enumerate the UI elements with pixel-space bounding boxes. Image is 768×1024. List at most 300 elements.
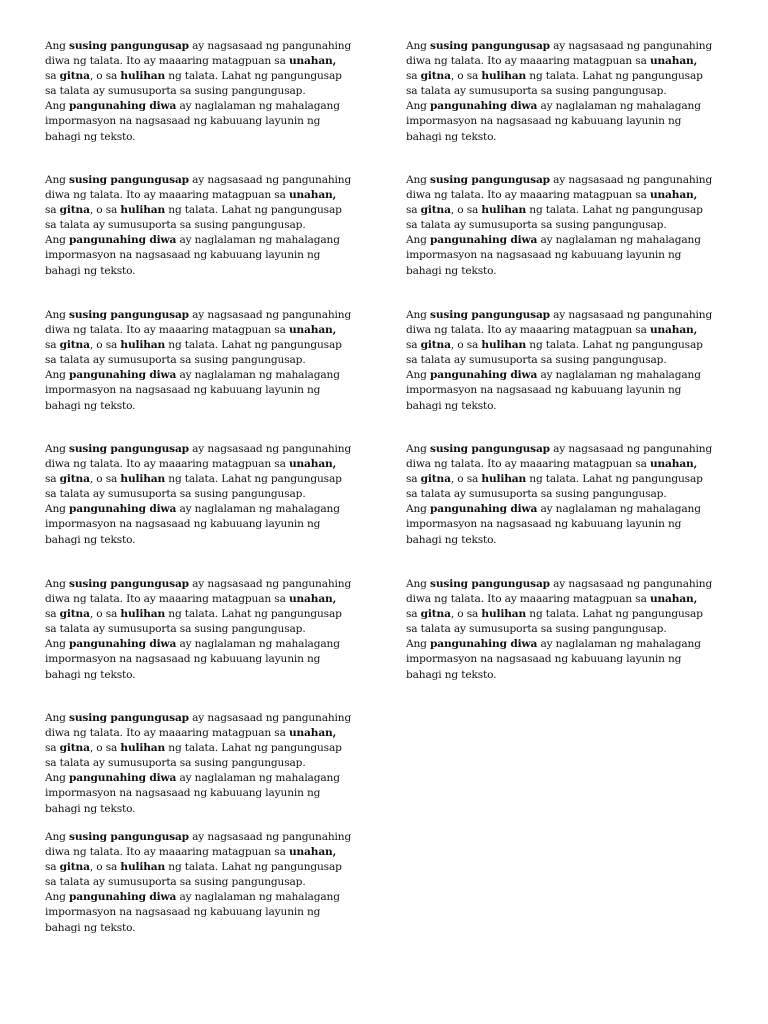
- text-run: , o sa: [89, 339, 118, 352]
- bold-term: unahan: [649, 55, 694, 68]
- paragraph-block: [406, 173, 741, 279]
- text-run: sa talata ay sumusuporta sa susing pangungusap.: [406, 219, 667, 232]
- paragraph-line: [406, 487, 741, 502]
- text-run: ay nagsasaad ng pangunahing: [192, 831, 352, 843]
- paragraph-line: [45, 323, 380, 338]
- paragraph-line: [45, 338, 380, 353]
- text-run: ay nagsasaad ng pangunahing: [192, 712, 352, 724]
- bold-term: ,: [332, 846, 337, 859]
- text-run: sa: [406, 339, 418, 352]
- paragraph-line: [45, 711, 380, 726]
- text-run: Ang: [45, 40, 66, 52]
- paragraph-line: [45, 890, 380, 905]
- paragraph-line: [406, 637, 741, 652]
- paragraph-line: [45, 114, 380, 129]
- bold-term: susing pangungusap: [69, 578, 189, 590]
- paragraph-line: [45, 99, 380, 114]
- paragraph-line: [45, 487, 380, 502]
- text-run: sa talata ay sumusuporta sa susing pangungusap.: [45, 757, 306, 770]
- paragraph-line: [406, 130, 741, 145]
- text-run: , o sa: [89, 608, 118, 621]
- text-run: impormasyon na nagsasaad ng kabuuang layunin ng: [45, 787, 321, 800]
- bold-term: gitna: [59, 70, 90, 83]
- paragraph-block: [406, 442, 741, 548]
- bold-term: gitna: [420, 204, 451, 217]
- text-run: ay nagsasaad ng pangunahing: [192, 174, 352, 186]
- paragraph-line: [406, 607, 741, 622]
- text-run: Ang: [45, 638, 66, 651]
- paragraph-line: [406, 39, 741, 54]
- bold-term: pangunahing diwa: [430, 234, 538, 247]
- text-run: , o sa: [450, 204, 479, 217]
- paragraph-line: [45, 668, 380, 683]
- paragraph-line: [45, 517, 380, 532]
- paragraph-line: [406, 233, 741, 248]
- text-run: Ang: [45, 309, 66, 321]
- bold-term: unahan: [649, 593, 694, 606]
- paragraph-line: [45, 383, 380, 398]
- text-run: bahagi ng teksto.: [406, 533, 497, 546]
- bold-term: ,: [693, 55, 698, 68]
- text-run: ng talata. Lahat ng pangungusap: [529, 70, 703, 83]
- text-run: Ang: [406, 309, 427, 321]
- paragraph-line: [406, 502, 741, 517]
- paragraph-line: [45, 756, 380, 771]
- paragraph-line: [45, 741, 380, 756]
- paragraph-line: [45, 368, 380, 383]
- text-run: impormasyon na nagsasaad ng kabuuang layunin ng: [406, 249, 682, 262]
- bold-term: susing pangungusap: [430, 309, 550, 321]
- text-run: bahagi ng teksto.: [45, 264, 136, 277]
- bold-term: pangunahing diwa: [430, 503, 538, 516]
- paragraph-line: [406, 668, 741, 683]
- paragraph-block: [45, 577, 380, 683]
- paragraph-line: [406, 54, 741, 69]
- bold-term: pangunahing diwa: [69, 891, 177, 904]
- text-run: , o sa: [450, 608, 479, 621]
- bold-term: unahan: [649, 458, 694, 471]
- bold-term: unahan: [288, 593, 333, 606]
- paragraph-block: [406, 577, 741, 683]
- text-run: impormasyon na nagsasaad ng kabuuang layunin ng: [406, 384, 682, 397]
- bold-term: susing pangungusap: [69, 40, 189, 52]
- bold-term: gitna: [59, 204, 90, 217]
- text-run: ay nagsasaad ng pangunahing: [553, 309, 713, 321]
- bold-term: ,: [332, 727, 337, 740]
- paragraph-line: [45, 69, 380, 84]
- paragraph-line: [406, 442, 741, 457]
- bold-term: pangunahing diwa: [430, 638, 538, 651]
- text-run: Ang: [406, 40, 427, 52]
- text-run: sa talata ay sumusuporta sa susing pangungusap.: [45, 488, 306, 501]
- paragraph-line: [45, 830, 380, 845]
- paragraph-line: [406, 69, 741, 84]
- bold-term: hulihan: [481, 204, 527, 217]
- bold-term: ,: [332, 55, 337, 68]
- text-run: Ang: [406, 100, 427, 113]
- text-run: ng talata. Lahat ng pangungusap: [529, 473, 703, 486]
- text-run: , o sa: [89, 861, 118, 874]
- text-run: sa: [406, 608, 418, 621]
- bold-term: hulihan: [120, 742, 166, 755]
- text-run: impormasyon na nagsasaad ng kabuuang layunin ng: [45, 906, 321, 919]
- bold-term: hulihan: [481, 608, 527, 621]
- text-run: sa: [45, 339, 57, 352]
- text-run: ay naglalaman ng mahalagang: [179, 638, 340, 651]
- bold-term: susing pangungusap: [430, 40, 550, 52]
- bold-term: pangunahing diwa: [69, 369, 177, 382]
- bold-term: unahan: [288, 55, 333, 68]
- bold-term: gitna: [59, 861, 90, 874]
- text-run: , o sa: [89, 742, 118, 755]
- text-run: , o sa: [450, 473, 479, 486]
- text-run: bahagi ng teksto.: [45, 802, 136, 815]
- paragraph-line: [45, 637, 380, 652]
- paragraph-line: [45, 54, 380, 69]
- bold-term: pangunahing diwa: [430, 369, 538, 382]
- paragraph-line: [45, 875, 380, 890]
- paragraph-line: [406, 592, 741, 607]
- text-run: bahagi ng teksto.: [406, 399, 497, 412]
- paragraph-block: [45, 442, 380, 548]
- paragraph-line: [406, 84, 741, 99]
- text-run: , o sa: [89, 204, 118, 217]
- paragraph-line: [45, 233, 380, 248]
- text-run: Ang: [45, 443, 66, 455]
- text-run: Ang: [45, 712, 66, 724]
- paragraph-line: [45, 502, 380, 517]
- bold-term: susing pangungusap: [430, 443, 550, 455]
- bold-term: pangunahing diwa: [69, 100, 177, 113]
- text-run: sa talata ay sumusuporta sa susing pangungusap.: [406, 354, 667, 367]
- paragraph-line: [45, 353, 380, 368]
- text-run: sa: [45, 608, 57, 621]
- paragraph-line: [45, 607, 380, 622]
- text-run: ay naglalaman ng mahalagang: [540, 503, 701, 516]
- paragraph-line: [45, 860, 380, 875]
- paragraph-block: [45, 308, 380, 414]
- paragraph-line: [45, 308, 380, 323]
- text-run: sa talata ay sumusuporta sa susing pangungusap.: [406, 488, 667, 501]
- paragraph-line: [45, 203, 380, 218]
- paragraph-block: [45, 830, 380, 936]
- text-run: diwa ng talata. Ito ay maaaring matagpuan sa: [406, 324, 647, 337]
- text-run: impormasyon na nagsasaad ng kabuuang layunin ng: [45, 518, 321, 531]
- text-run: Ang: [406, 369, 427, 382]
- text-run: diwa ng talata. Ito ay maaaring matagpuan sa: [406, 593, 647, 606]
- bold-term: hulihan: [481, 70, 527, 83]
- text-run: sa talata ay sumusuporta sa susing pangungusap.: [45, 876, 306, 889]
- text-run: impormasyon na nagsasaad ng kabuuang layunin ng: [406, 115, 682, 128]
- text-run: Ang: [45, 100, 66, 113]
- bold-term: unahan: [649, 189, 694, 202]
- paragraph-block: [406, 39, 741, 145]
- paragraph-line: [45, 726, 380, 741]
- text-run: Ang: [45, 503, 66, 516]
- bold-term: unahan: [649, 324, 694, 337]
- text-run: , o sa: [89, 473, 118, 486]
- text-run: , o sa: [450, 70, 479, 83]
- text-run: ay naglalaman ng mahalagang: [179, 234, 340, 247]
- bold-term: susing pangungusap: [69, 831, 189, 843]
- text-run: diwa ng talata. Ito ay maaaring matagpuan sa: [45, 458, 286, 471]
- text-run: ay naglalaman ng mahalagang: [540, 369, 701, 382]
- text-run: Ang: [45, 578, 66, 590]
- paragraph-block: [45, 39, 380, 145]
- paragraph-block: [406, 308, 741, 414]
- text-run: ay naglalaman ng mahalagang: [179, 100, 340, 113]
- bold-term: gitna: [420, 70, 451, 83]
- paragraph-line: [406, 114, 741, 129]
- bold-term: hulihan: [481, 473, 527, 486]
- text-run: sa: [45, 742, 57, 755]
- text-run: ay nagsasaad ng pangunahing: [553, 174, 713, 186]
- paragraph-line: [45, 921, 380, 936]
- bold-term: hulihan: [120, 473, 166, 486]
- paragraph-line: [406, 353, 741, 368]
- bold-term: hulihan: [120, 70, 166, 83]
- bold-term: gitna: [59, 339, 90, 352]
- text-run: ng talata. Lahat ng pangungusap: [529, 204, 703, 217]
- bold-term: susing pangungusap: [69, 712, 189, 724]
- text-run: impormasyon na nagsasaad ng kabuuang layunin ng: [406, 653, 682, 666]
- text-run: bahagi ng teksto.: [45, 668, 136, 681]
- paragraph-line: [45, 264, 380, 279]
- text-run: Ang: [406, 174, 427, 186]
- bold-term: ,: [693, 324, 698, 337]
- text-run: sa: [406, 70, 418, 83]
- paragraph-line: [45, 188, 380, 203]
- text-run: sa talata ay sumusuporta sa susing pangungusap.: [45, 85, 306, 98]
- paragraph-block: [45, 711, 380, 817]
- text-run: Ang: [406, 443, 427, 455]
- paragraph-line: [45, 84, 380, 99]
- text-run: ay naglalaman ng mahalagang: [179, 503, 340, 516]
- text-run: ng talata. Lahat ng pangungusap: [168, 339, 342, 352]
- bold-term: ,: [332, 324, 337, 337]
- bold-term: ,: [332, 458, 337, 471]
- text-run: sa talata ay sumusuporta sa susing pangungusap.: [45, 623, 306, 636]
- paragraph-line: [45, 577, 380, 592]
- text-run: ay nagsasaad ng pangunahing: [553, 443, 713, 455]
- bold-term: ,: [693, 593, 698, 606]
- text-run: ng talata. Lahat ng pangungusap: [529, 608, 703, 621]
- bold-term: pangunahing diwa: [69, 772, 177, 785]
- paragraph-line: [406, 383, 741, 398]
- text-run: bahagi ng teksto.: [45, 533, 136, 546]
- paragraph-line: [45, 472, 380, 487]
- bold-term: hulihan: [120, 861, 166, 874]
- text-run: ng talata. Lahat ng pangungusap: [168, 473, 342, 486]
- paragraph-line: [406, 399, 741, 414]
- bold-term: gitna: [420, 473, 451, 486]
- text-run: ay nagsasaad ng pangunahing: [553, 40, 713, 52]
- paragraph-line: [45, 845, 380, 860]
- text-run: , o sa: [450, 339, 479, 352]
- bold-term: unahan: [288, 189, 333, 202]
- bold-term: unahan: [288, 727, 333, 740]
- paragraph-line: [406, 248, 741, 263]
- text-run: sa talata ay sumusuporta sa susing pangungusap.: [406, 623, 667, 636]
- paragraph-line: [406, 577, 741, 592]
- text-run: Ang: [45, 369, 66, 382]
- paragraph-line: [406, 517, 741, 532]
- text-run: ay naglalaman ng mahalagang: [179, 772, 340, 785]
- paragraph-line: [45, 786, 380, 801]
- paragraph-line: [406, 338, 741, 353]
- text-run: bahagi ng teksto.: [406, 264, 497, 277]
- bold-term: hulihan: [120, 339, 166, 352]
- text-run: ay naglalaman ng mahalagang: [540, 638, 701, 651]
- paragraph-line: [45, 622, 380, 637]
- text-run: sa talata ay sumusuporta sa susing pangungusap.: [45, 354, 306, 367]
- paragraph-line: [406, 173, 741, 188]
- paragraph-line: [406, 472, 741, 487]
- paragraph-line: [45, 218, 380, 233]
- bold-term: gitna: [59, 473, 90, 486]
- bold-term: pangunahing diwa: [430, 100, 538, 113]
- text-run: diwa ng talata. Ito ay maaaring matagpuan sa: [45, 593, 286, 606]
- text-run: impormasyon na nagsasaad ng kabuuang layunin ng: [406, 518, 682, 531]
- text-run: impormasyon na nagsasaad ng kabuuang layunin ng: [45, 384, 321, 397]
- bold-term: hulihan: [481, 339, 527, 352]
- text-run: impormasyon na nagsasaad ng kabuuang layunin ng: [45, 653, 321, 666]
- text-run: ng talata. Lahat ng pangungusap: [168, 861, 342, 874]
- text-run: Ang: [45, 234, 66, 247]
- text-run: Ang: [45, 174, 66, 186]
- text-run: ng talata. Lahat ng pangungusap: [168, 70, 342, 83]
- bold-term: pangunahing diwa: [69, 638, 177, 651]
- text-run: Ang: [45, 831, 66, 843]
- bold-term: gitna: [420, 339, 451, 352]
- text-run: diwa ng talata. Ito ay maaaring matagpuan sa: [45, 727, 286, 740]
- text-run: sa: [406, 204, 418, 217]
- text-run: ay nagsasaad ng pangunahing: [192, 309, 352, 321]
- bold-term: hulihan: [120, 608, 166, 621]
- text-run: sa talata ay sumusuporta sa susing pangungusap.: [45, 219, 306, 232]
- text-run: , o sa: [89, 70, 118, 83]
- text-run: bahagi ng teksto.: [406, 668, 497, 681]
- bold-term: hulihan: [120, 204, 166, 217]
- text-run: Ang: [406, 578, 427, 590]
- text-run: Ang: [406, 503, 427, 516]
- paragraph-line: [406, 457, 741, 472]
- bold-term: ,: [693, 189, 698, 202]
- text-run: diwa ng talata. Ito ay maaaring matagpuan sa: [45, 324, 286, 337]
- bold-term: gitna: [420, 608, 451, 621]
- paragraph-line: [45, 652, 380, 667]
- paragraph-block: [45, 173, 380, 279]
- text-run: ng talata. Lahat ng pangungusap: [529, 339, 703, 352]
- bold-term: gitna: [59, 742, 90, 755]
- paragraph-line: [45, 457, 380, 472]
- text-run: diwa ng talata. Ito ay maaaring matagpuan sa: [45, 189, 286, 202]
- paragraph-line: [45, 771, 380, 786]
- text-run: Ang: [45, 891, 66, 904]
- bold-term: gitna: [59, 608, 90, 621]
- bold-term: unahan: [288, 324, 333, 337]
- paragraph-line: [406, 368, 741, 383]
- paragraph-line: [406, 99, 741, 114]
- text-run: ay nagsasaad ng pangunahing: [192, 578, 352, 590]
- paragraph-line: [45, 533, 380, 548]
- paragraph-line: [45, 905, 380, 920]
- text-run: sa: [45, 473, 57, 486]
- text-run: ay naglalaman ng mahalagang: [540, 100, 701, 113]
- bold-term: susing pangungusap: [69, 309, 189, 321]
- text-run: ng talata. Lahat ng pangungusap: [168, 608, 342, 621]
- paragraph-line: [406, 308, 741, 323]
- text-run: bahagi ng teksto.: [406, 130, 497, 143]
- bold-term: ,: [693, 458, 698, 471]
- paragraph-line: [45, 442, 380, 457]
- paragraph-line: [45, 248, 380, 263]
- text-run: bahagi ng teksto.: [45, 399, 136, 412]
- paragraph-line: [406, 188, 741, 203]
- paragraph-line: [45, 39, 380, 54]
- paragraph-line: [45, 802, 380, 817]
- text-run: sa: [406, 473, 418, 486]
- text-run: sa: [45, 70, 57, 83]
- paragraph-line: [406, 323, 741, 338]
- text-run: impormasyon na nagsasaad ng kabuuang layunin ng: [45, 115, 321, 128]
- paragraph-line: [406, 264, 741, 279]
- paragraph-line: [45, 592, 380, 607]
- text-run: sa talata ay sumusuporta sa susing pangungusap.: [406, 85, 667, 98]
- text-run: bahagi ng teksto.: [45, 921, 136, 934]
- paragraph-line: [406, 533, 741, 548]
- text-run: diwa ng talata. Ito ay maaaring matagpuan sa: [45, 55, 286, 68]
- text-run: ay nagsasaad ng pangunahing: [553, 578, 713, 590]
- bold-term: susing pangungusap: [430, 578, 550, 590]
- text-run: diwa ng talata. Ito ay maaaring matagpuan sa: [406, 458, 647, 471]
- text-run: sa: [45, 204, 57, 217]
- text-run: ay naglalaman ng mahalagang: [179, 891, 340, 904]
- text-run: ay nagsasaad ng pangunahing: [192, 40, 352, 52]
- bold-term: unahan: [288, 846, 333, 859]
- text-run: ay nagsasaad ng pangunahing: [192, 443, 352, 455]
- bold-term: ,: [332, 593, 337, 606]
- bold-term: unahan: [288, 458, 333, 471]
- text-run: ng talata. Lahat ng pangungusap: [168, 204, 342, 217]
- bold-term: susing pangungusap: [69, 443, 189, 455]
- paragraph-line: [406, 652, 741, 667]
- bold-term: pangunahing diwa: [69, 503, 177, 516]
- text-run: Ang: [406, 638, 427, 651]
- bold-term: susing pangungusap: [69, 174, 189, 186]
- text-run: diwa ng talata. Ito ay maaaring matagpuan sa: [406, 189, 647, 202]
- bold-term: susing pangungusap: [430, 174, 550, 186]
- text-run: ng talata. Lahat ng pangungusap: [168, 742, 342, 755]
- text-run: ay naglalaman ng mahalagang: [540, 234, 701, 247]
- bold-term: ,: [332, 189, 337, 202]
- text-run: diwa ng talata. Ito ay maaaring matagpuan sa: [406, 55, 647, 68]
- text-run: ay naglalaman ng mahalagang: [179, 369, 340, 382]
- bold-term: pangunahing diwa: [69, 234, 177, 247]
- paragraph-line: [45, 130, 380, 145]
- text-run: impormasyon na nagsasaad ng kabuuang layunin ng: [45, 249, 321, 262]
- paragraph-line: [406, 218, 741, 233]
- paragraph-line: [45, 173, 380, 188]
- text-run: diwa ng talata. Ito ay maaaring matagpuan sa: [45, 846, 286, 859]
- text-run: bahagi ng teksto.: [45, 130, 136, 143]
- paragraph-line: [406, 203, 741, 218]
- paragraph-line: [45, 399, 380, 414]
- text-run: Ang: [406, 234, 427, 247]
- text-run: sa: [45, 861, 57, 874]
- paragraph-line: [406, 622, 741, 637]
- text-run: Ang: [45, 772, 66, 785]
